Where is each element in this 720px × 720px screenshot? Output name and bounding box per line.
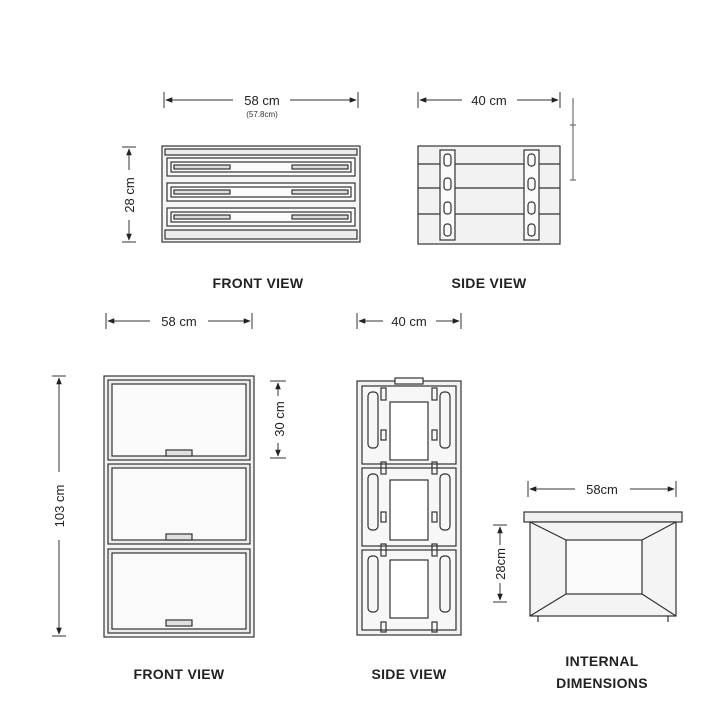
- internal-height-dimension: [493, 525, 508, 602]
- bottom-front-drawer-height-label: 30 cm: [272, 401, 287, 437]
- top-front-caption: FRONT VIEW: [212, 275, 304, 291]
- bottom-side-caption: SIDE VIEW: [371, 666, 447, 682]
- top-front-width-dimension: [164, 92, 358, 119]
- top-front-height-dimension: [122, 147, 137, 242]
- top-side-box: [418, 146, 560, 244]
- bottom-front-drawer-1: [108, 380, 250, 460]
- top-front-drawer-2: [167, 183, 355, 201]
- bottom-front-caption: FRONT VIEW: [133, 666, 225, 682]
- bottom-front-width-dimension: [106, 313, 252, 329]
- internal-caption-line2: DIMENSIONS: [556, 675, 648, 691]
- bottom-front-width-label: 58 cm: [161, 314, 197, 329]
- internal-height-label: 28cm: [493, 548, 508, 580]
- top-front-box: [162, 146, 360, 242]
- top-front-width-sub-label: (57.8cm): [246, 110, 278, 119]
- internal-box: [524, 512, 682, 622]
- top-side-caption: SIDE VIEW: [451, 275, 527, 291]
- internal-width-label: 58cm: [586, 482, 618, 497]
- bottom-front-height-dimension: [52, 376, 67, 636]
- top-side-width-dimension: [418, 92, 560, 108]
- bottom-side-view: [357, 313, 461, 682]
- bottom-side-module-3: [362, 544, 456, 632]
- top-side-height-marker: [570, 98, 576, 180]
- bottom-front-cabinet: [104, 376, 254, 637]
- bottom-side-cabinet: [357, 378, 461, 635]
- internal-width-dimension: [528, 481, 676, 497]
- internal-dimensions-view: [493, 481, 682, 691]
- bottom-front-drawer-height-dimension: [270, 381, 287, 458]
- top-front-height-label: 28 cm: [122, 177, 137, 213]
- top-front-drawer-1: [167, 158, 355, 176]
- top-side-width-label: 40 cm: [471, 93, 507, 108]
- bottom-side-module-2: [362, 462, 456, 546]
- bottom-front-drawer-3: [108, 549, 250, 633]
- top-side-view: [418, 92, 576, 291]
- bottom-front-drawer-2: [108, 464, 250, 544]
- top-front-width-label: 58 cm: [244, 93, 280, 108]
- internal-caption-line1: INTERNAL: [565, 653, 639, 669]
- top-front-view: [122, 92, 360, 291]
- bottom-side-width-dimension: [357, 313, 461, 329]
- bottom-side-width-label: 40 cm: [391, 314, 427, 329]
- bottom-side-module-1: [362, 386, 456, 464]
- bottom-front-height-label: 103 cm: [52, 484, 67, 528]
- bottom-front-view: [52, 313, 287, 682]
- top-front-drawer-3: [167, 208, 355, 226]
